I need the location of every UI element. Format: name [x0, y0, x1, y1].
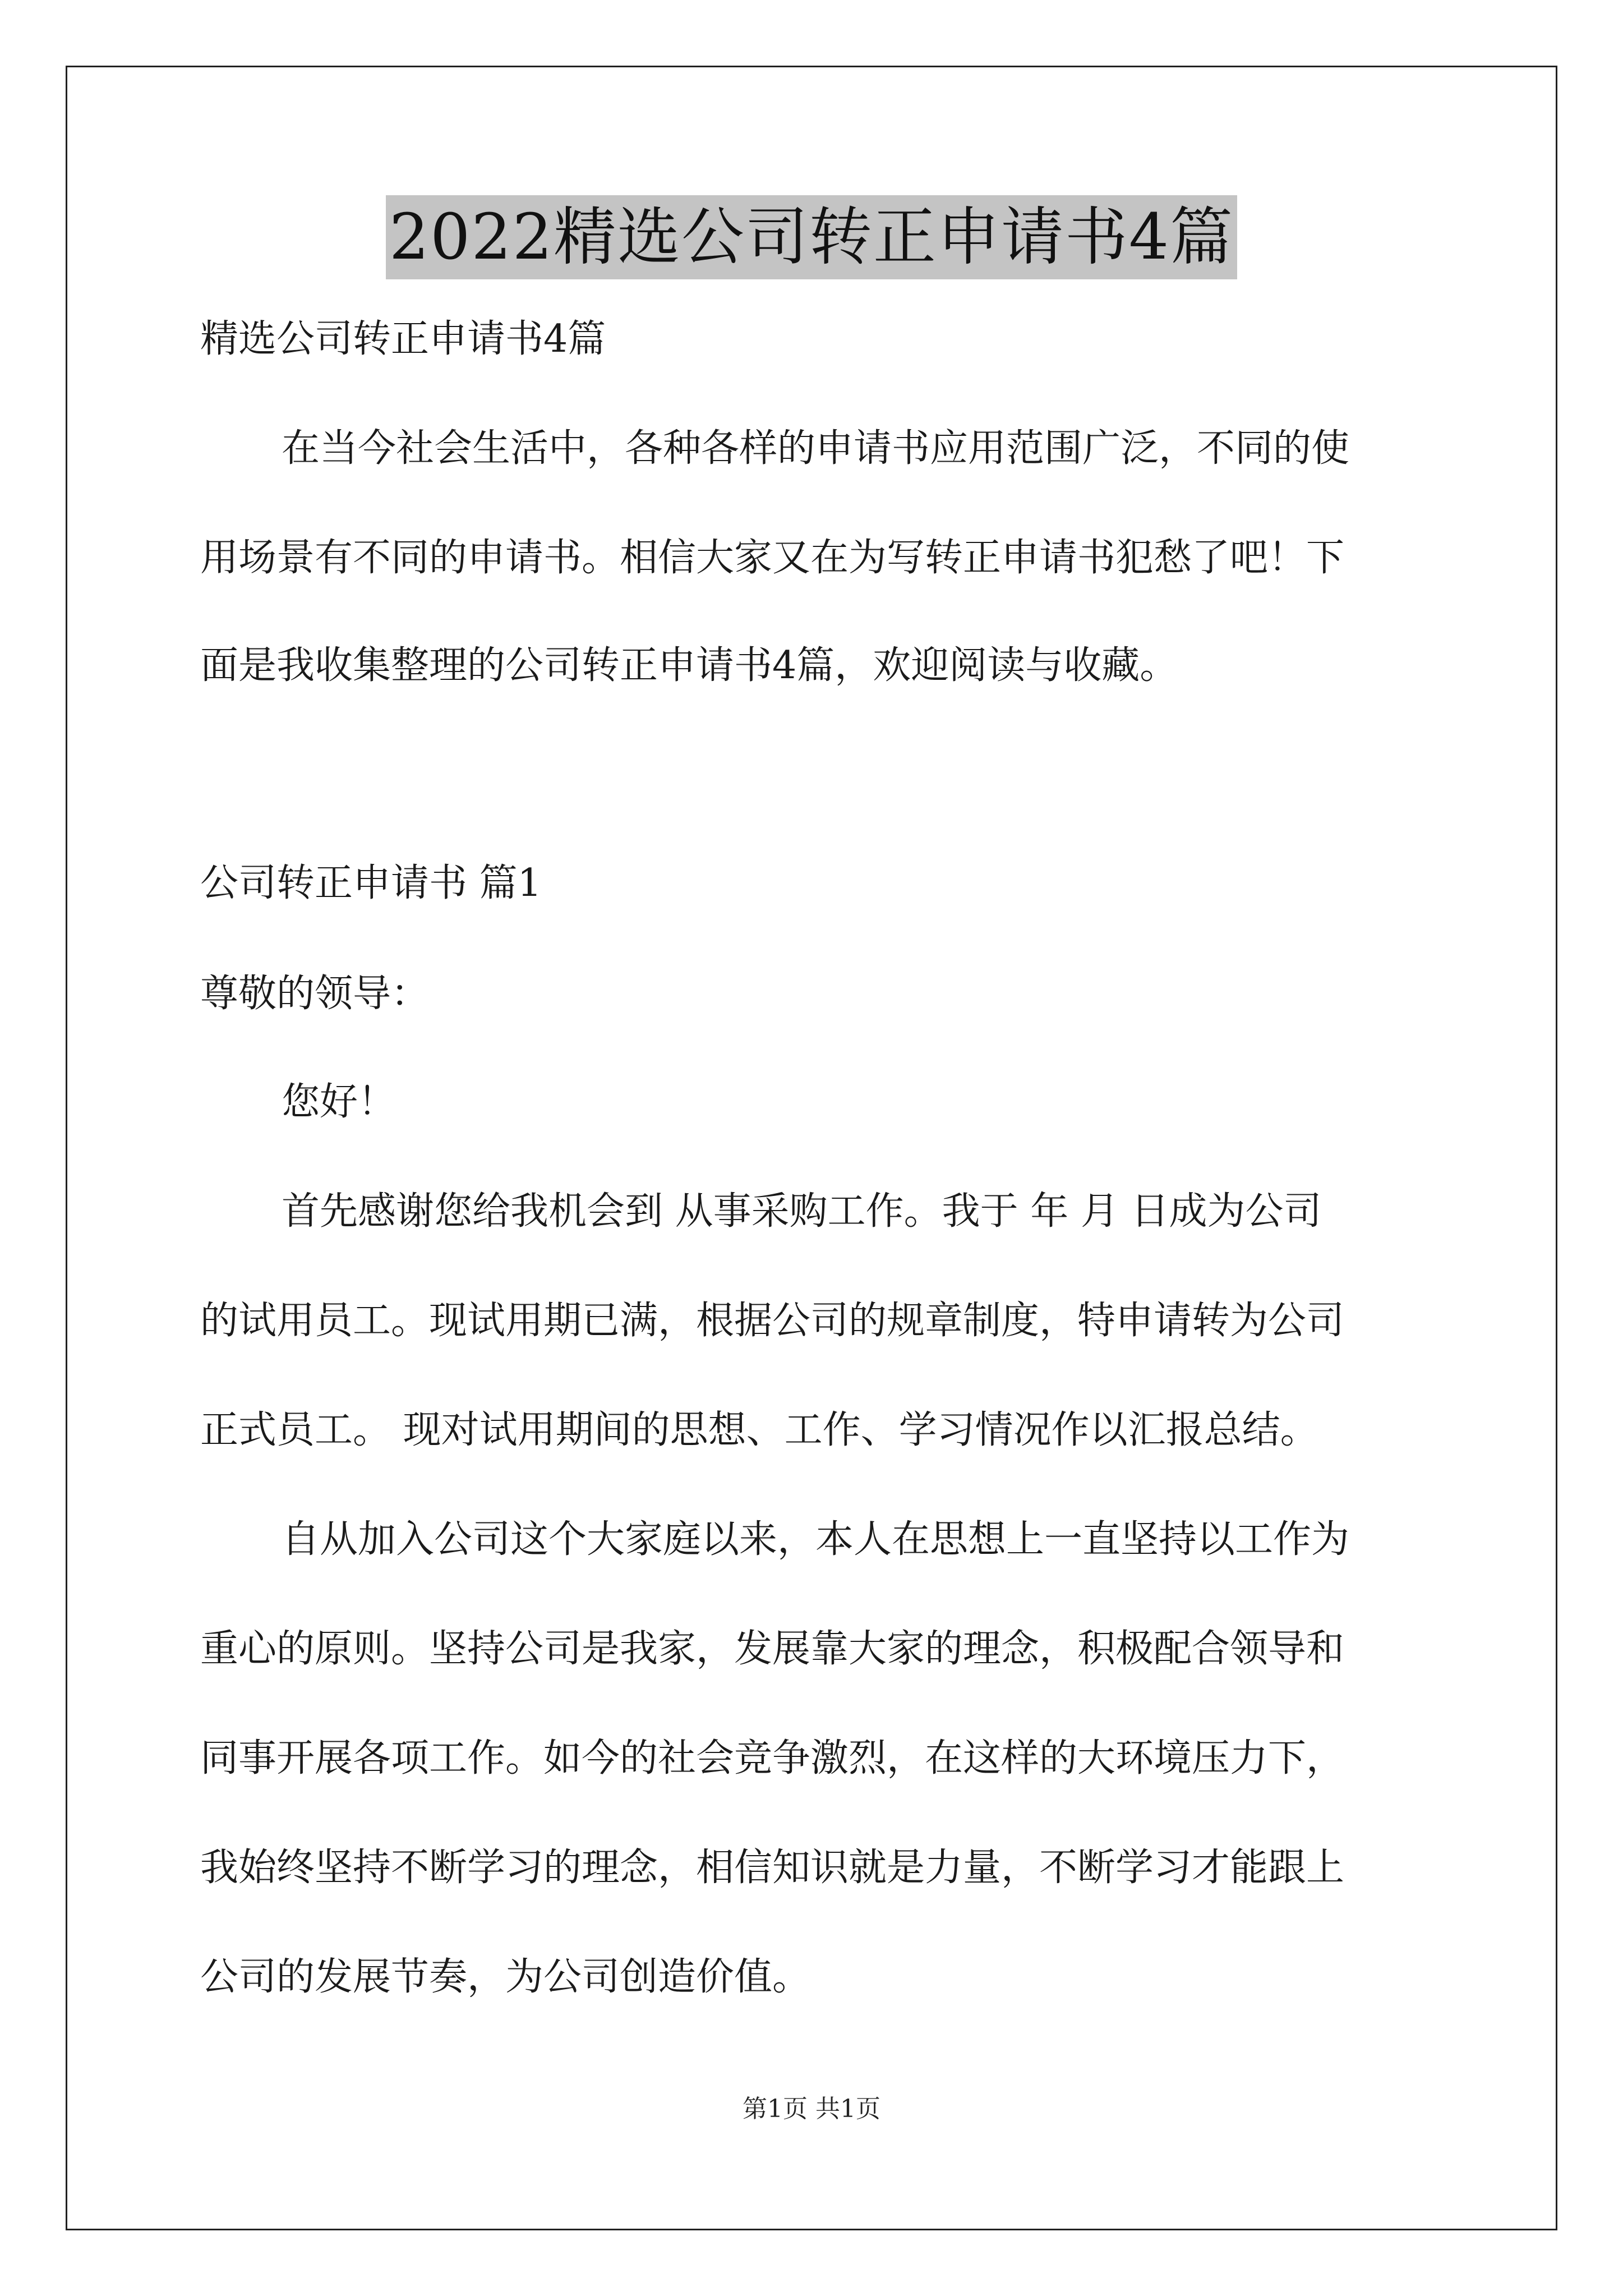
salutation: 尊敬的领导：: [200, 972, 430, 1016]
page-footer: 第1页 共1页: [743, 2095, 880, 2123]
document-title: 2022精选公司转正申请书4篇: [386, 195, 1237, 279]
paragraph2-line-4: 我始终坚持不断学习的理念，相信知识就是力量，不断学习才能跟上: [200, 1846, 1345, 1890]
intro-line-1: 在当今社会生活中，各种各样的申请书应用范围广泛，不同的使: [282, 426, 1350, 471]
paragraph1-line-3: 正式员工。 现对试用期间的思想、工作、学习情况作以汇报总结。: [200, 1408, 1318, 1452]
section-heading: 公司转正申请书 篇1: [200, 861, 542, 905]
intro-line-3: 面是我收集整理的公司转正申请书4篇，欢迎阅读与收藏。: [200, 643, 1178, 688]
page-border: [66, 66, 1557, 2230]
greeting: 您好！: [282, 1080, 396, 1124]
title-container: [0, 195, 1623, 279]
paragraph2-line-2: 重心的原则。坚持公司是我家，发展靠大家的理念，积极配合领导和: [200, 1627, 1345, 1671]
paragraph2-line-5: 公司的发展节奏，为公司创造价值。: [200, 1955, 811, 1999]
paragraph2-line-1: 自从加入公司这个大家庭以来，本人在思想上一直坚持以工作为: [282, 1517, 1350, 1562]
paragraph1-line-2: 的试用员工。现试用期已满，根据公司的规章制度，特申请转为公司: [200, 1299, 1345, 1343]
intro-line-2: 用场景有不同的申请书。相信大家又在为写转正申请书犯愁了吧！下: [200, 536, 1345, 580]
document-subtitle: 精选公司转正申请书4篇: [200, 317, 606, 361]
paragraph2-line-3: 同事开展各项工作。如今的社会竞争激烈，在这样的大环境压力下，: [200, 1736, 1345, 1780]
paragraph1-line-1: 首先感谢您给我机会到 从事采购工作。我于 年 月 日成为公司: [282, 1189, 1322, 1234]
